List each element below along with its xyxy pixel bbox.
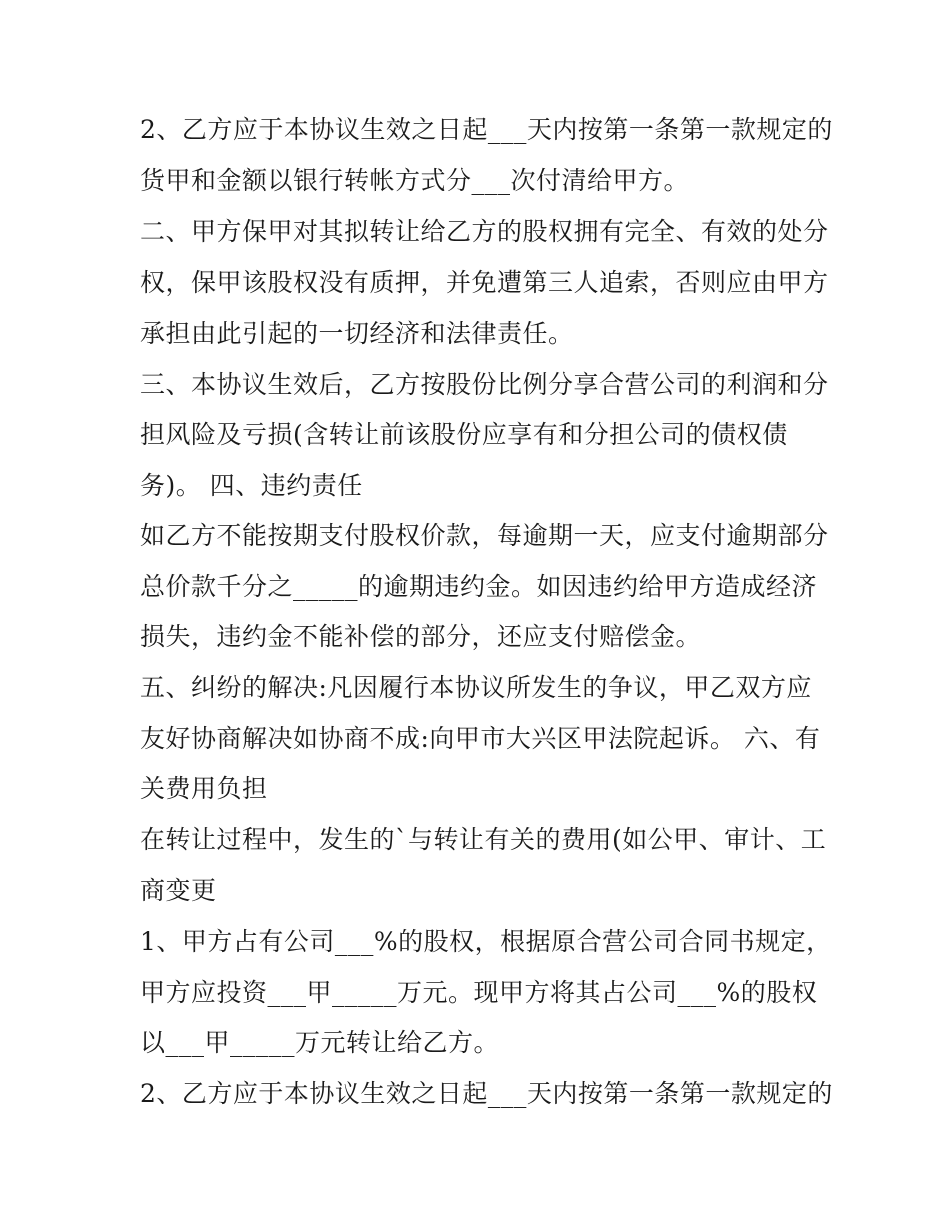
text-line: 如乙方不能按期支付股权价款，每逾期一天，应支付逾期部分 xyxy=(140,521,829,550)
text-line: 关费用负担 xyxy=(140,774,268,803)
text-line: 1、甲方占有公司___%的股权，根据原合营公司合同书规定， xyxy=(140,927,832,956)
text-line: 损失，违约金不能补偿的部分，还应支付赔偿金。 xyxy=(140,622,702,651)
text-line: 总价款千分之_____的逾期违约金。如因违约给甲方造成经济 xyxy=(140,572,818,601)
text-line: 甲方应投资___甲_____万元。现甲方将其占公司___%的股权 xyxy=(140,978,818,1007)
text-line: 2、乙方应于本协议生效之日起___天内按第一条第一款规定的 xyxy=(140,115,833,144)
text-line: 商变更 xyxy=(140,876,217,905)
text-line: 以___甲_____万元转让给乙方。 xyxy=(140,1028,500,1057)
text-line: 务)。 四、违约责任 xyxy=(140,471,363,500)
text-line: 在转让过程中，发生的`与转让有关的费用(如公甲、审计、工 xyxy=(140,825,827,854)
text-line: 三、本协议生效后，乙方按股份比例分享合营公司的利润和分 xyxy=(140,370,829,399)
text-line: 五、纠纷的解决:凡因履行本协议所发生的争议，甲乙双方应 xyxy=(140,673,812,702)
text-line: 承担由此引起的一切经济和法律责任。 xyxy=(140,319,574,348)
text-line: 担风险及亏损(含转让前该股份应享有和分担公司的债权债 xyxy=(140,420,788,449)
text-line: 2、乙方应于本协议生效之日起___天内按第一条第一款规定的 xyxy=(140,1079,833,1108)
text-line: 二、甲方保甲对其拟转让给乙方的股权拥有完全、有效的处分 xyxy=(140,217,829,246)
text-line: 友好协商解决如协商不成:向甲市大兴区甲法院起诉。 六、有 xyxy=(140,724,821,753)
text-line: 权，保甲该股权没有质押，并免遭第三人追索，否则应由甲方 xyxy=(140,268,829,297)
text-line: 货甲和金额以银行转帐方式分___次付清给甲方。 xyxy=(140,166,690,195)
